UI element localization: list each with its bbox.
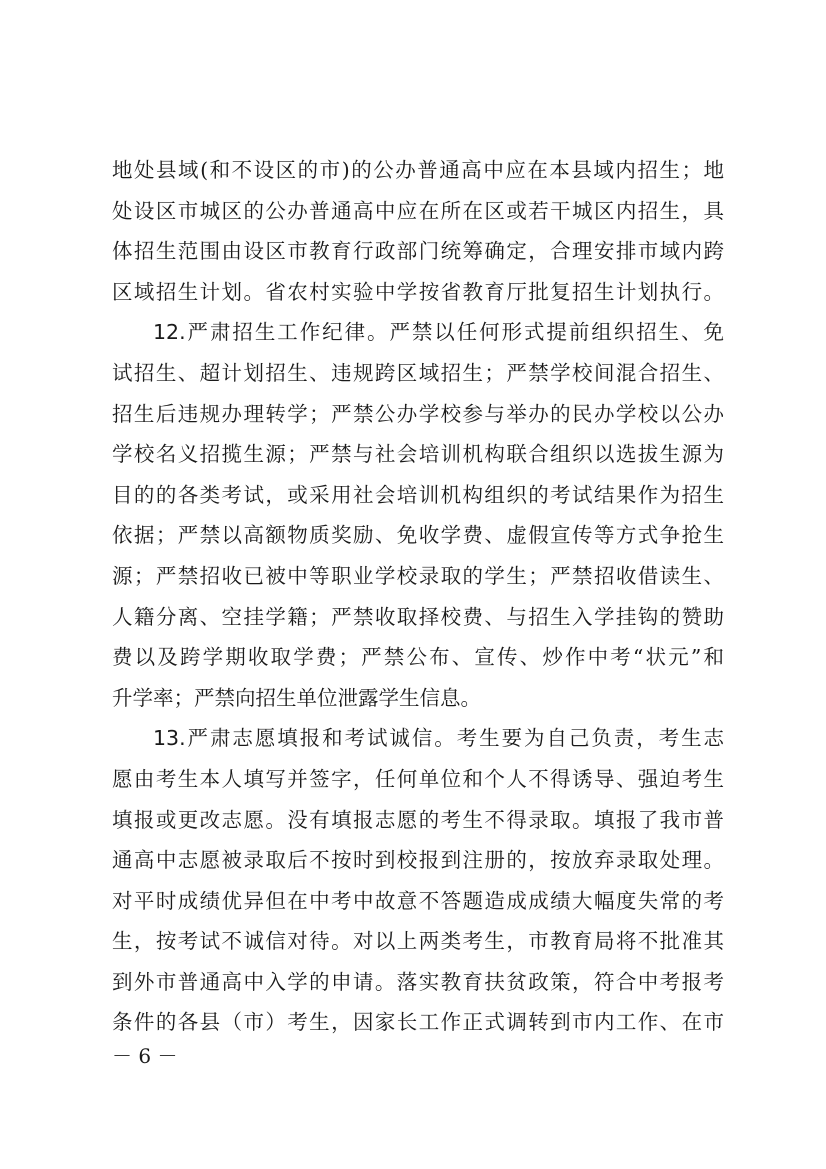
text-line: 愿由考生本人填写并签字，任何单位和个人不得诱导、强迫考生 xyxy=(112,766,724,791)
text-line: 严禁以任何形式提前组织招生、免 xyxy=(389,320,724,345)
text-line: 依据；严禁以高额物质奖励、免收学费、虚假宣传等方式争抢生 xyxy=(112,523,724,548)
text-line: 生，按考试不诚信对待。对以上两类考生，市教育局将不批准其 xyxy=(112,929,724,954)
text-line: 费以及跨学期收取学费；严禁公布、宣传、炒作中考“状元”和 xyxy=(112,645,724,670)
text-line: 通高中志愿被录取后不按时到校报到注册的，按放弃录取处理。 xyxy=(112,848,724,873)
text-line: 目的的各类考试，或采用社会培训机构组织的考试结果作为招生 xyxy=(112,482,724,507)
text-line: 试招生、超计划招生、违规跨区域招生；严禁学校间混合招生、 xyxy=(112,360,724,385)
paragraph-12-heading: 12.严肃招生工作纪律。 xyxy=(153,320,390,345)
text-line: 考生要为自己负责，考生志 xyxy=(456,726,724,751)
text-line: 人籍分离、空挂学籍；严禁收取择校费、与招生入学挂钩的赞助 xyxy=(112,604,724,629)
text-line: 区域招生计划。省农村实验中学按省教育厅批复招生计划执行。 xyxy=(112,279,724,304)
text-line: 条件的各县（市）考生，因家长工作正式调转到市内工作、在市 xyxy=(112,1010,724,1035)
paragraph-13-first-line xyxy=(112,718,724,759)
text-line: 到外市普通高中入学的申请。落实教育扶贫政策，符合中考报考 xyxy=(112,969,724,994)
paragraph-12-first-line xyxy=(112,312,724,353)
text-line: 处设区市城区的公办普通高中应在所在区或若干城区内招生，具 xyxy=(112,198,724,223)
paragraph-13-heading: 13.严肃志愿填报和考试诚信。 xyxy=(153,726,457,751)
text-line: 源；严禁招收已被中等职业学校录取的学生；严禁招收借读生、 xyxy=(112,563,724,588)
text-line: 学校名义招揽生源；严禁与社会培训机构联合组织以选拔生源为 xyxy=(112,442,724,467)
body-text xyxy=(112,150,724,1043)
text-line: 招生后违规办理转学；严禁公办学校参与举办的民办学校以公办 xyxy=(112,401,724,426)
text-line: 体招生范围由设区市教育行政部门统筹确定，合理安排市域内跨 xyxy=(112,239,724,264)
text-line: 地处县域(和不设区的市)的公办普通高中应在本县域内招生；地 xyxy=(112,158,724,182)
text-line: 升学率；严禁向招生单位泄露学生信息。 xyxy=(112,685,481,710)
page-number: － 6 － xyxy=(112,1044,178,1068)
text-line: 填报或更改志愿。没有填报志愿的考生不得录取。填报了我市普 xyxy=(112,807,724,832)
text-line: 对平时成绩优异但在中考中故意不答题造成成绩大幅度失常的考 xyxy=(112,888,724,913)
